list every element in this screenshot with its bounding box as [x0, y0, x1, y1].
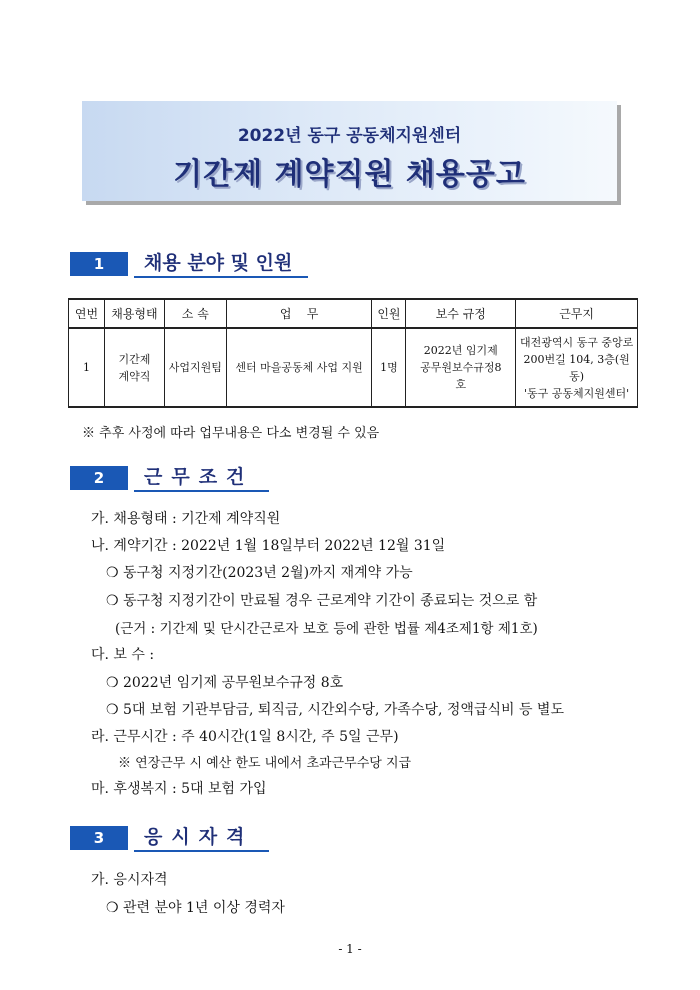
section-number: 3 — [70, 826, 128, 850]
cell-location — [516, 328, 638, 407]
cell-count: 1명 — [372, 328, 406, 407]
col-header-type: 채용형태 — [104, 299, 164, 328]
section-title: 근무조건 — [134, 464, 269, 492]
location-line: 대전광역시 동구 중앙로 — [519, 335, 634, 349]
cell-pay: 2022년 임기제 공무원보수규정8호 — [406, 328, 516, 407]
condition-type: 가. 채용형태 : 기간제 계약직원 — [91, 511, 281, 527]
table-note: ※ 추후 사정에 따라 업무내용은 다소 변경될 수 있음 — [82, 426, 380, 441]
table-header-row — [69, 299, 638, 328]
condition-hours-note: ※ 연장근무 시 예산 한도 내에서 초과근무수당 지급 — [118, 756, 412, 771]
col-header-dept: 소 속 — [164, 299, 226, 328]
col-header-no: 연번 — [69, 299, 105, 328]
cell-duty: 센터 마을공동체 사업 지원 — [226, 328, 372, 407]
condition-period-bullet-1: ❍ 동구청 지정기간(2023년 2월)까지 재계약 가능 — [106, 565, 413, 581]
page-number: - 1 - — [338, 942, 362, 956]
location-line: 200번길 104, 3층(원동) — [523, 352, 630, 383]
banner-subtitle: 2022년 동구 공동체지원센터 — [237, 126, 462, 146]
condition-pay-bullet-1: ❍ 2022년 임기제 공무원보수규정 8호 — [106, 675, 344, 691]
condition-period-basis: (근거 : 기간제 및 단시간근로자 보호 등에 관한 법률 제4조제1항 제1호) — [115, 621, 538, 637]
condition-pay-bullet-2: ❍ 5대 보험 기관부담금, 퇴직금, 시간외수당, 가족수당, 정액급식비 등 별도 — [106, 702, 564, 718]
hiring-table — [68, 298, 638, 408]
section-title: 채용 분야 및 인원 — [134, 250, 308, 278]
section-title: 응시자격 — [134, 824, 269, 852]
cell-no: 1 — [69, 328, 105, 407]
col-header-duty: 업 무 — [226, 299, 372, 328]
condition-pay: 다. 보 수 : — [91, 647, 155, 663]
cell-type: 기간제 계약직 — [104, 328, 164, 407]
qualification-heading: 가. 응시자격 — [91, 872, 168, 888]
condition-hours: 라. 근무시간 : 주 40시간(1일 8시간, 주 5일 근무) — [91, 729, 399, 745]
table-row — [69, 328, 638, 407]
title-banner — [82, 101, 617, 201]
location-line: '동구 공동체지원센터' — [524, 386, 630, 400]
qualification-bullet-1: ❍ 관련 분야 1년 이상 경력자 — [106, 900, 285, 916]
col-header-location: 근무지 — [516, 299, 638, 328]
banner-title: 기간제 계약직원 채용공고 — [173, 157, 526, 192]
col-header-count: 인원 — [372, 299, 406, 328]
cell-dept: 사업지원팀 — [164, 328, 226, 407]
condition-welfare: 마. 후생복지 : 5대 보험 가입 — [91, 781, 267, 797]
condition-period: 나. 계약기간 : 2022년 1월 18일부터 2022년 12월 31일 — [91, 538, 446, 554]
condition-period-bullet-2: ❍ 동구청 지정기간이 만료될 경우 근로계약 기간이 종료되는 것으로 함 — [106, 593, 538, 609]
section-number: 2 — [70, 466, 128, 490]
col-header-pay: 보수 규정 — [406, 299, 516, 328]
section-number: 1 — [70, 252, 128, 276]
